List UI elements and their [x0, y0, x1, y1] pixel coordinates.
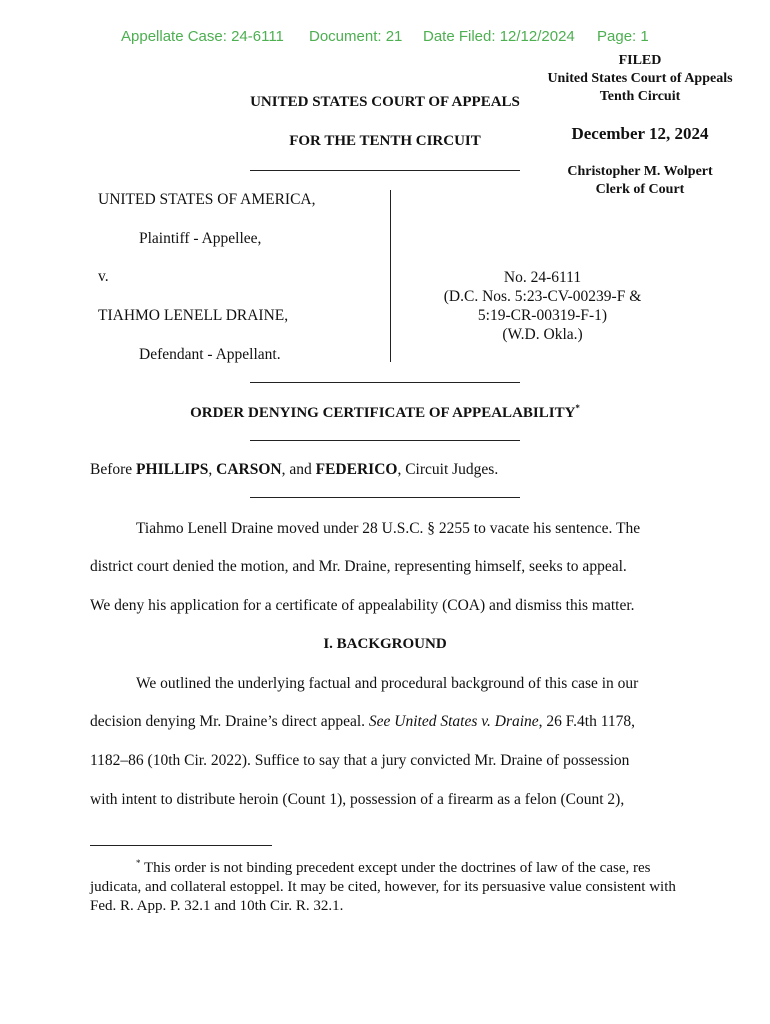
judge-phillips: PHILLIPS: [136, 461, 209, 478]
divider-rule: [250, 170, 520, 171]
para2-line: 1182–86 (10th Cir. 2022). Suffice to say that a jury convicted Mr. Draine of possession: [90, 752, 630, 769]
judge-federico: FEDERICO: [315, 461, 398, 478]
court-name: UNITED STATES COURT OF APPEALS: [250, 94, 520, 110]
before-sep: , and: [281, 461, 316, 478]
order-title-text: ORDER DENYING CERTIFICATE OF APPEALABILITY: [190, 405, 576, 421]
divider-rule: [250, 440, 520, 441]
footnote-mark: *: [136, 858, 141, 868]
filed-label: FILED: [618, 53, 662, 68]
caption-defendant: TIAHMO LENELL DRAINE,: [98, 307, 289, 324]
header-document: Document: 21: [309, 28, 403, 45]
caption-plaintiff: UNITED STATES OF AMERICA,: [98, 191, 316, 208]
para2-text: , 26 F.4th 1178,: [538, 713, 636, 730]
divider-rule: [250, 497, 520, 498]
footnote-text: This order is not binding precedent except under the doctrines of law of the case, res judicata, and collateral estoppel. It may be cited, however, for its persuasive value consistent with Fed. R. App. P. 32.1 and 10th Cir. R. 32.1.: [90, 860, 676, 914]
before-prefix: Before: [90, 461, 137, 478]
court-circuit: FOR THE TENTH CIRCUIT: [289, 133, 481, 149]
dc-numbers-1: (D.C. Nos. 5:23-CV-00239-F &: [443, 288, 642, 305]
case-citation: See United States v. Draine: [368, 713, 539, 730]
footnote-ref: *: [575, 403, 580, 413]
para1-line: We deny his application for a certificate of appealability (COA) and dismiss this matter.: [90, 597, 635, 614]
panel-judges: [90, 461, 498, 479]
para2-line: [90, 713, 635, 731]
before-suffix: , Circuit Judges.: [397, 461, 499, 478]
filed-court: United States Court of Appeals: [547, 71, 733, 86]
case-number-block: [430, 268, 655, 344]
para1-line: Tiahmo Lenell Draine moved under 28 U.S.C. § 2255 to vacate his sentence. The: [136, 520, 641, 537]
caption-divider: [390, 190, 391, 362]
para2-text: decision denying Mr. Draine’s direct appeal.: [90, 713, 369, 730]
order-title: [120, 403, 650, 422]
filed-circuit: Tenth Circuit: [599, 89, 681, 104]
para2-line: with intent to distribute heroin (Count 1), possession of a firearm as a felon (Count 2),: [90, 791, 625, 808]
divider-rule: [250, 382, 520, 383]
dc-numbers-2: 5:19-CR-00319-F-1): [477, 307, 608, 324]
header-case: Appellate Case: 24-6111: [121, 28, 284, 45]
filed-date: December 12, 2024: [571, 124, 709, 143]
ecf-header: [0, 28, 770, 48]
district: (W.D. Okla.): [502, 326, 583, 343]
para2-line: We outlined the underlying factual and procedural background of this case in our: [136, 675, 639, 692]
section-heading: I. BACKGROUND: [323, 636, 447, 652]
clerk-name: Christopher M. Wolpert: [567, 164, 713, 179]
judge-carson: CARSON: [216, 461, 282, 478]
clerk-block: [520, 163, 760, 199]
before-sep: ,: [208, 461, 217, 478]
caption-versus: v.: [98, 268, 109, 285]
para1-line: district court denied the motion, and Mr. Draine, representing himself, seeks to appeal.: [90, 558, 627, 575]
caption-defendant-role: Defendant - Appellant.: [139, 346, 281, 363]
footnote-rule: [90, 845, 272, 846]
footnote: [90, 854, 690, 916]
caption-plaintiff-role: Plaintiff - Appellee,: [139, 230, 262, 247]
header-page: Page: 1: [597, 28, 649, 45]
header-date-filed: Date Filed: 12/12/2024: [423, 28, 575, 45]
case-number: No. 24-6111: [503, 269, 582, 286]
clerk-title: Clerk of Court: [595, 182, 685, 197]
